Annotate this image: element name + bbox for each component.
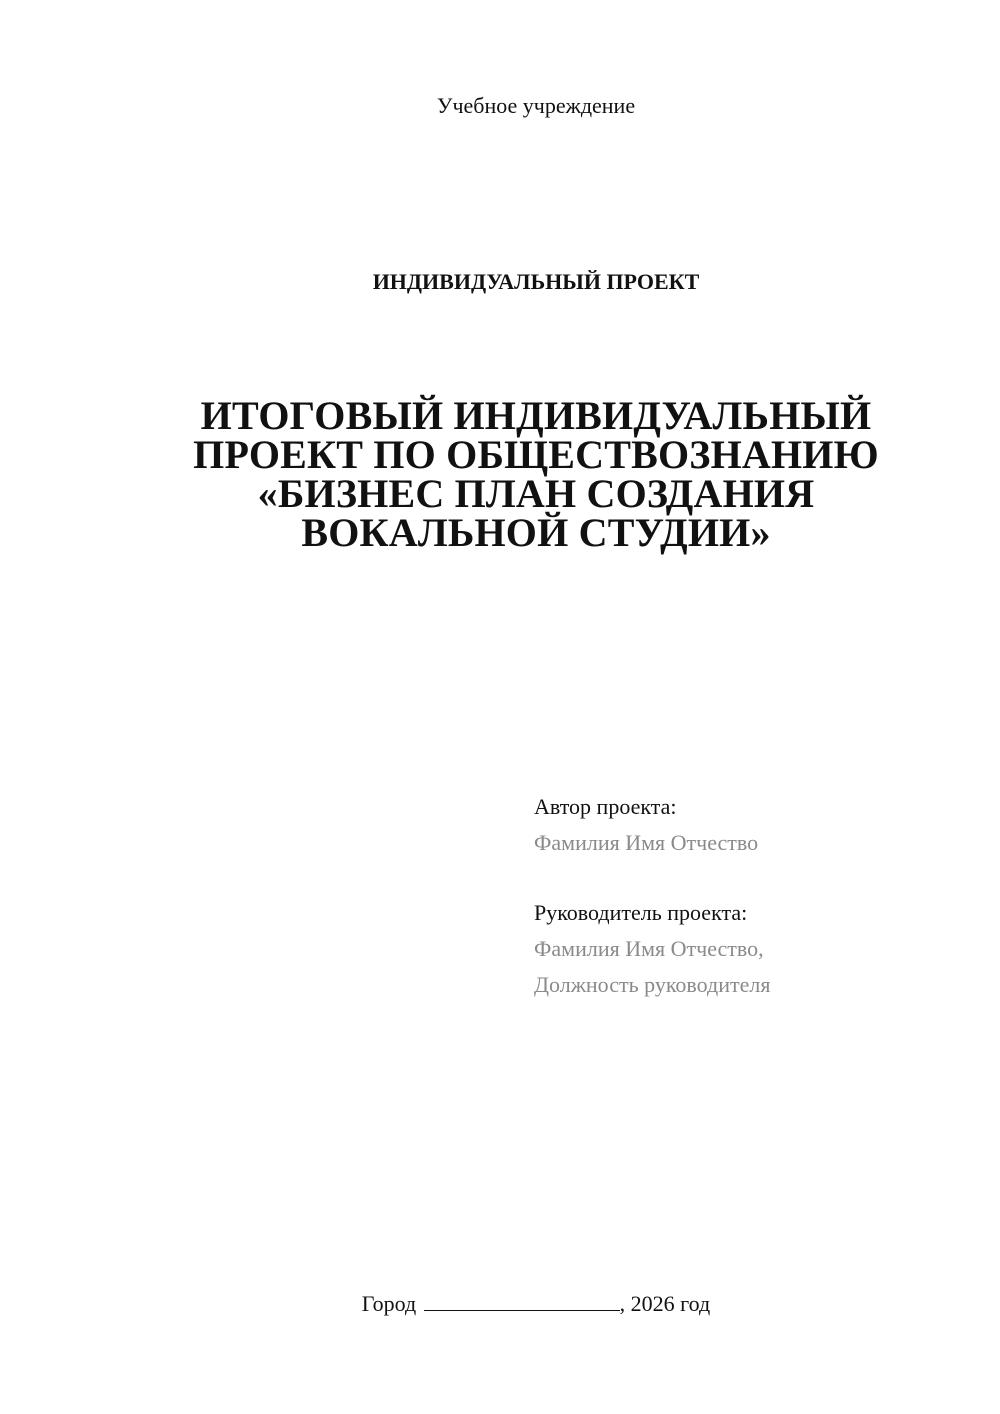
document-type: ИНДИВИДУАЛЬНЫЙ ПРОЕКТ — [372, 269, 700, 294]
city-blank-line — [424, 1290, 620, 1311]
title-line: ИТОГОВЫЙ ИНДИВИДУАЛЬНЫЙ — [200, 393, 872, 438]
supervisor-label: Руководитель проекта: — [534, 900, 748, 925]
author-name: Фамилия Имя Отчество — [534, 830, 759, 855]
city-label: Город — [361, 1291, 417, 1316]
project-title — [0, 393, 1000, 555]
year-text: , 2026 год — [619, 1291, 711, 1316]
title-line: ВОКАЛЬНОЙ СТУДИИ» — [301, 510, 771, 555]
footer-city-year — [0, 1290, 1000, 1318]
title-line: ПРОЕКТ ПО ОБЩЕСТВОЗНАНИЮ — [193, 432, 879, 477]
author-label: Автор проекта: — [534, 794, 677, 819]
title-line: «БИЗНЕС ПЛАН СОЗДАНИЯ — [257, 471, 815, 516]
institution-name: Учебное учреждение — [436, 93, 636, 118]
spacer — [534, 861, 770, 895]
project-info-block — [534, 789, 770, 1003]
supervisor-name: Фамилия Имя Отчество, — [534, 936, 764, 961]
supervisor-position: Должность руководителя — [534, 972, 771, 997]
